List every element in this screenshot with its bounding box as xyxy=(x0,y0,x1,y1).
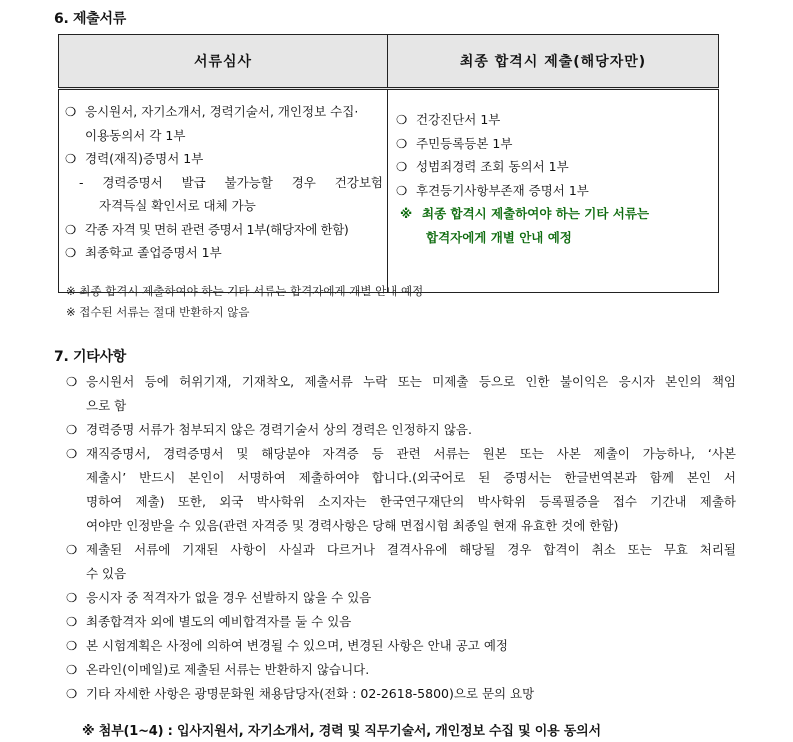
circle-bullet-icon: ❍ xyxy=(65,151,77,166)
list-item-continuation: 이용동의서 각 1부 xyxy=(85,127,186,143)
list-item: ❍ 제출된 서류에 기재된 사항이 사실과 다르거나 결격사유에 해당될 경우 합격이 취소 또는 무효 처리될 수 있음 xyxy=(66,538,736,586)
circle-bullet-icon: ❍ xyxy=(66,638,78,653)
circle-bullet-icon: ❍ xyxy=(65,104,77,119)
reference-mark-icon: ※ xyxy=(400,206,413,221)
list-item: ❍ 최종합격자 외에 별도의 예비합격자를 둘 수 있음 xyxy=(66,610,736,634)
circle-bullet-icon: ❍ xyxy=(396,112,408,127)
circle-bullet-icon: ❍ xyxy=(66,614,78,629)
list-item: ❍ 재직증명서, 경력증명서 및 해당분야 자격증 등 관련 서류는 원본 또는 사본 제출이 가능하나, ‘사본 제출시’ 반드시 본인이 서명하여 제출하여야 합니다.(외국어로 된 증명서는 한글번역본과 함께 본인 서 명하여 제출) 또한, 외국 박사학위 소지자는 한국연구재단의 박사학위 등록필증을 접수 기간내 제출하 여야만 인정받을 수 있음(관련 자격증 및 경력사항은 당해 면접시험 최종일 현재 유효한 것에 한함) xyxy=(66,442,736,538)
attachment-note: ※ 첨부(1~4) : 입사지원서, 자기소개서, 경력 및 직무기술서, 개인정보 수집 및 이용 동의서 xyxy=(82,724,601,739)
circle-bullet-icon: ❍ xyxy=(66,542,78,557)
sub-item: - 경력증명서 발급 불가능할 경우 건강보험 xyxy=(79,174,383,190)
list-item: ❍ 기타 자세한 사항은 광명문화원 채용담당자(전화 : 02-2618-5800)으로 문의 요망 xyxy=(66,682,736,706)
notice-continuation: 합격자에게 개별 안내 예정 xyxy=(426,229,572,245)
circle-bullet-icon: ❍ xyxy=(65,245,77,260)
list-item: ❍ 건강진단서 1부 xyxy=(396,108,712,132)
sub-item-continuation: 자격득실 확인서로 대체 가능 xyxy=(99,198,256,213)
list-item: ❍ 최종학교 졸업증명서 1부 xyxy=(65,241,383,265)
circle-bullet-icon: ❍ xyxy=(65,221,77,237)
circle-bullet-icon: ❍ xyxy=(66,374,78,389)
list-item: ❍ 경력증명 서류가 첨부되지 않은 경력기술서 상의 경력은 인정하지 않음. xyxy=(66,418,736,442)
circle-bullet-icon: ❍ xyxy=(66,590,78,605)
circle-bullet-icon: ❍ xyxy=(66,446,78,461)
list-item: ❍ 응시자 중 적격자가 없을 경우 선발하지 않을 수 있음 xyxy=(66,586,736,610)
notice-item: ※ 최종 합격시 제출하여야 하는 기타 서류는 xyxy=(396,202,712,226)
footnote: ※ 접수된 서류는 절대 반환하지 않음 xyxy=(66,305,250,319)
header-final-submission: 최종 합격시 제출(해당자만) xyxy=(388,35,719,89)
list-item: ❍ 본 시험계획은 사정에 의하여 변경될 수 있으며, 변경된 사항은 안내 공고 예정 xyxy=(66,634,736,658)
footnote: ※ 최종 합격시 제출하여야 하는 기타 서류는 합격자에게 개별 안내 예정 xyxy=(66,284,424,298)
circle-bullet-icon: ❍ xyxy=(66,686,78,701)
circle-bullet-icon: ❍ xyxy=(66,662,78,677)
documents-table xyxy=(58,34,719,293)
list-item: ❍ 각종 자격 및 면허 관련 증명서 1부(해당자에 한함) xyxy=(65,218,383,242)
header-document-review: 서류심사 xyxy=(59,35,388,89)
circle-bullet-icon: ❍ xyxy=(66,422,78,437)
misc-items-list xyxy=(66,370,736,706)
circle-bullet-icon: ❍ xyxy=(396,182,408,198)
list-item: ❍ 후견등기사항부존재 증명서 1부 xyxy=(396,179,712,203)
list-item: ❍ 주민등록등본 1부 xyxy=(396,132,712,156)
circle-bullet-icon: ❍ xyxy=(396,135,408,151)
document-review-cell xyxy=(59,89,388,293)
list-item: ❍ 경력(재직)증명서 1부 xyxy=(65,147,383,171)
section-6-title: 6. 제출서류 xyxy=(54,11,126,27)
section-7-title: 7. 기타사항 xyxy=(54,349,126,365)
list-item: ❍ 응시원서 등에 허위기재, 기재착오, 제출서류 누락 또는 미제출 등으로 인한 불이익은 응시자 본인의 책임 으로 함 xyxy=(66,370,736,418)
circle-bullet-icon: ❍ xyxy=(396,159,408,174)
list-item: ❍ 성범죄경력 조회 동의서 1부 xyxy=(396,155,712,179)
list-item: ❍ 온라인(이메일)로 제출된 서류는 반환하지 않습니다. xyxy=(66,658,736,682)
final-submission-cell xyxy=(388,89,719,293)
list-item: ❍ 응시원서, 자기소개서, 경력기술서, 개인정보 수집· xyxy=(65,100,383,124)
